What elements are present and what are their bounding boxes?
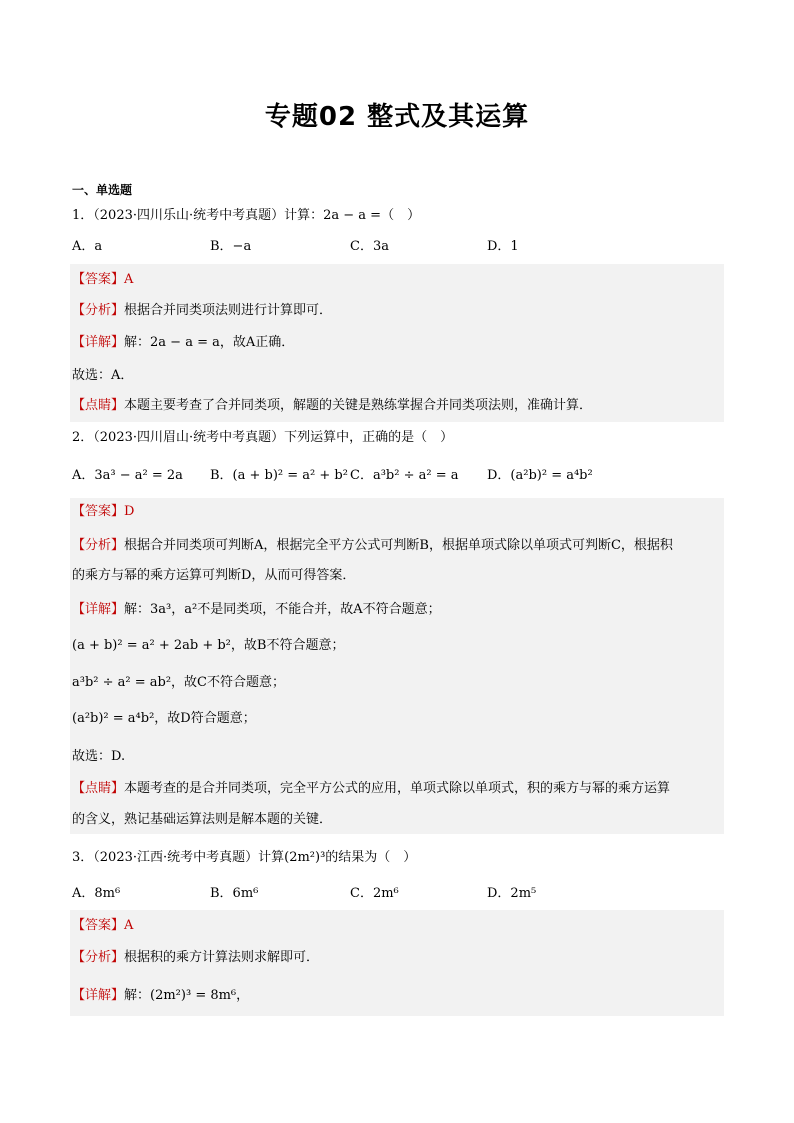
q2-answer — [72, 502, 134, 522]
q2-detail-text1: 解：3a³，a²不是同类项，不能合并，故A不符合题意； — [124, 602, 441, 617]
q3-analysis — [72, 948, 319, 968]
q1-answer-value: A — [124, 272, 134, 287]
q2-detail-line2: (a + b)² = a² + 2ab + b²，故B不符合题意； — [72, 638, 345, 653]
q2-analysis-line2: 的乘方与幂的乘方运算可判断D，从而可得答案． — [72, 568, 356, 583]
comment-tag: 【点睛】 — [72, 781, 125, 796]
q3-option-c: C．2m⁶ — [350, 886, 399, 901]
q2-option-a: A．3a³ − a² = 2a — [72, 468, 183, 483]
q1-option-d: D．1 — [487, 239, 519, 254]
q1-detail-text: 解：2a − a = a，故A正确． — [124, 335, 295, 350]
q1-analysis-text: 根据合并同类项法则进行计算即可． — [124, 303, 333, 318]
q3-detail-text: 解：(2m²)³ = 8m⁶， — [124, 988, 250, 1003]
q2-answer-value: D — [124, 504, 135, 519]
q2-choose: 故选：D. — [72, 749, 126, 764]
answer-tag: 【答案】 — [72, 504, 125, 519]
q1-answer — [72, 270, 133, 290]
q1-choose: 故选：A． — [72, 368, 134, 383]
q2-detail-line3: a³b² ÷ a² = ab²，故C不符合题意； — [72, 675, 286, 690]
section-heading: 一、单选题 — [72, 183, 133, 197]
q1-stem: 1．（2023·四川乐山·统考中考真题）计算：2a − a =（ ） — [72, 208, 421, 223]
q2-option-d: D．(a²b)² = a⁴b² — [487, 468, 593, 483]
q1-detail — [72, 333, 294, 353]
q3-option-d: D．2m⁵ — [487, 886, 537, 901]
q1-comment-text: 本题主要考查了合并同类项，解题的关键是熟练掌握合并同类项法则，准确计算． — [124, 398, 593, 413]
q1-option-b: B．−a — [210, 239, 252, 254]
page-title: 专题02 整式及其运算 — [264, 102, 530, 132]
detail-tag: 【详解】 — [72, 335, 125, 350]
q2-comment-line2: 的含义，熟记基础运算法则是解本题的关键． — [72, 812, 333, 827]
analysis-tag: 【分析】 — [72, 538, 125, 553]
q3-answer — [72, 916, 133, 936]
answer-tag: 【答案】 — [72, 918, 125, 933]
analysis-tag: 【分析】 — [72, 950, 125, 965]
q2-analysis-text1: 根据合并同类项可判断A，根据完全平方公式可判断B，根据单项式除以单项式可判断C，根据积 — [124, 538, 673, 553]
q2-analysis-line1 — [72, 536, 673, 556]
detail-tag: 【详解】 — [72, 602, 125, 617]
q1-option-a: A．a — [72, 239, 103, 254]
answer-tag: 【答案】 — [72, 272, 125, 287]
q3-analysis-text: 根据积的乘方计算法则求解即可． — [124, 950, 320, 965]
q3-stem: 3．（2023·江西·统考中考真题）计算(2m²)³的结果为（ ） — [72, 850, 417, 865]
q1-comment — [72, 396, 592, 416]
q2-option-b: B．(a + b)² = a² + b² — [210, 468, 348, 483]
q1-option-c: C．3a — [350, 239, 389, 254]
comment-tag: 【点睛】 — [72, 398, 125, 413]
q2-detail-line4: (a²b)² = a⁴b²，故D符合题意； — [72, 711, 256, 726]
q1-analysis — [72, 301, 332, 321]
detail-tag: 【详解】 — [72, 988, 125, 1003]
q2-stem: 2．（2023·四川眉山·统考中考真题）下列运算中，正确的是（ ） — [72, 430, 454, 445]
q2-detail-line1 — [72, 600, 441, 620]
q2-comment-text1: 本题考查的是合并同类项，完全平方公式的应用，单项式除以单项式，积的乘方与幂的乘方运算 — [124, 781, 671, 796]
q3-option-a: A．8m⁶ — [72, 886, 121, 901]
q3-answer-value: A — [124, 918, 134, 933]
q3-option-b: B．6m⁶ — [210, 886, 259, 901]
q2-option-c: C．a³b² ÷ a² = a — [350, 468, 459, 483]
analysis-tag: 【分析】 — [72, 303, 125, 318]
q3-detail — [72, 986, 249, 1006]
q2-comment-line1 — [72, 779, 670, 799]
